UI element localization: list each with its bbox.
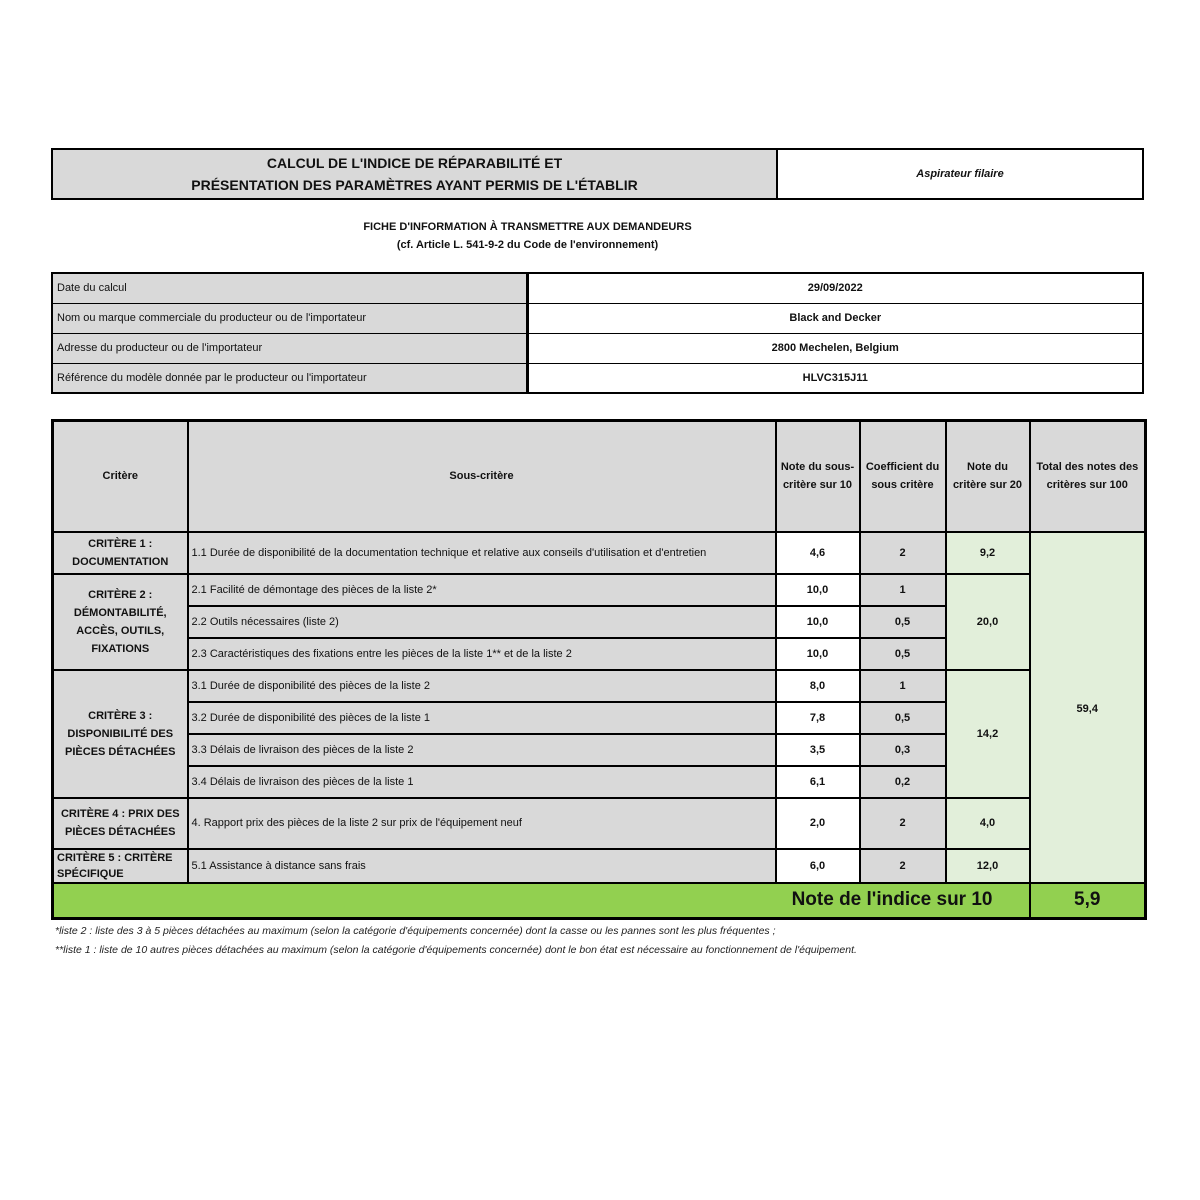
- info-label: Adresse du producteur ou de l'importateur: [52, 333, 527, 363]
- note-3-2: 7,8: [776, 702, 860, 734]
- coef-3-3: 0,3: [860, 734, 946, 766]
- criterion-1-label: CRITÈRE 1 : DOCUMENTATION: [53, 532, 188, 574]
- subcriterion-4: 4. Rapport prix des pièces de la liste 2 sur prix de l'équipement neuf: [188, 798, 776, 849]
- table-row: [53, 532, 1146, 574]
- criterion-3-score: 14,2: [946, 670, 1030, 798]
- subheading-line-2: (cf. Article L. 541-9-2 du Code de l'environnement): [396, 239, 659, 251]
- coef-2-1: 1: [860, 574, 946, 606]
- note-5-1: 6,0: [776, 849, 860, 883]
- title-line-1: CALCUL DE L'INDICE DE RÉPARABILITÉ ET: [266, 155, 563, 171]
- footnotes: [55, 922, 857, 960]
- coef-3-2: 0,5: [860, 702, 946, 734]
- criterion-2-label: CRITÈRE 2 : DÉMONTABILITÉ, ACCÈS, OUTILS, FIXATIONS: [53, 574, 188, 670]
- note-2-3: 10,0: [776, 638, 860, 670]
- final-score-label: Note de l'indice sur 10: [53, 883, 1030, 919]
- info-row-model: [52, 363, 1143, 393]
- final-score-row: [53, 883, 1146, 919]
- coef-3-1: 1: [860, 670, 946, 702]
- criterion-2-score: 20,0: [946, 574, 1030, 670]
- info-value-model: HLVC315J11: [527, 363, 1143, 393]
- info-label: Date du calcul: [52, 273, 527, 303]
- subheading-line-1: FICHE D'INFORMATION À TRANSMETTRE AUX DEMANDEURS: [363, 221, 692, 233]
- footnote-liste-1: **liste 1 : liste de 10 autres pièces détachées au maximum (selon la catégorie d'équipements concernée) dont le bon état est nécessaire au fonctionnement de l'équipement.: [55, 944, 857, 956]
- subcriterion-2-1: 2.1 Facilité de démontage des pièces de la liste 2*: [188, 574, 776, 606]
- subcriterion-3-4: 3.4 Délais de livraison des pièces de la liste 1: [188, 766, 776, 798]
- final-score-value: 5,9: [1030, 883, 1146, 919]
- table-header-row: [53, 421, 1146, 532]
- coef-3-4: 0,2: [860, 766, 946, 798]
- criterion-1-score: 9,2: [946, 532, 1030, 574]
- product-type: Aspirateur filaire: [778, 150, 1142, 198]
- header-note-critere: Note du critère sur 20: [946, 421, 1030, 532]
- subcriterion-1-1: 1.1 Durée de disponibilité de la documentation technique et relative aux conseils d'utilisation et d'entretien: [188, 532, 776, 574]
- total-score-100: 59,4: [1030, 532, 1146, 883]
- criterion-5-label: CRITÈRE 5 : CRITÈRE SPÉCIFIQUE: [53, 849, 188, 883]
- subheading: [51, 218, 1144, 254]
- info-table: [51, 272, 1144, 394]
- note-3-1: 8,0: [776, 670, 860, 702]
- header-note-sous-critere: Note du sous-critère sur 10: [776, 421, 860, 532]
- info-value-address: 2800 Mechelen, Belgium: [527, 333, 1143, 363]
- criterion-3-label: CRITÈRE 3 : DISPONIBILITÉ DES PIÈCES DÉTACHÉES: [53, 670, 188, 798]
- criterion-4-label: CRITÈRE 4 : PRIX DES PIÈCES DÉTACHÉES: [53, 798, 188, 849]
- header-critere: Critère: [53, 421, 188, 532]
- coef-4: 2: [860, 798, 946, 849]
- subcriterion-3-1: 3.1 Durée de disponibilité des pièces de la liste 2: [188, 670, 776, 702]
- note-4: 2,0: [776, 798, 860, 849]
- note-2-1: 10,0: [776, 574, 860, 606]
- document-title: [53, 150, 778, 198]
- note-3-3: 3,5: [776, 734, 860, 766]
- coef-2-3: 0,5: [860, 638, 946, 670]
- info-value-date: 29/09/2022: [527, 273, 1143, 303]
- criterion-5-score: 12,0: [946, 849, 1030, 883]
- info-label: Nom ou marque commerciale du producteur ou de l'importateur: [52, 303, 527, 333]
- header-total: Total des notes des critères sur 100: [1030, 421, 1146, 532]
- scoring-table: [51, 419, 1147, 920]
- title-line-2: PRÉSENTATION DES PARAMÈTRES AYANT PERMIS DE L'ÉTABLIR: [191, 177, 638, 193]
- table-row: [53, 574, 1146, 606]
- table-row: [53, 798, 1146, 849]
- info-row-brand: [52, 303, 1143, 333]
- coef-5-1: 2: [860, 849, 946, 883]
- subcriterion-2-2: 2.2 Outils nécessaires (liste 2): [188, 606, 776, 638]
- header-sous-critere: Sous-critère: [188, 421, 776, 532]
- info-row-date: [52, 273, 1143, 303]
- table-row: [53, 849, 1146, 883]
- table-row: [53, 670, 1146, 702]
- subcriterion-5-1: 5.1 Assistance à distance sans frais: [188, 849, 776, 883]
- coef-2-2: 0,5: [860, 606, 946, 638]
- footnote-liste-2: *liste 2 : liste des 3 à 5 pièces détachées au maximum (selon la catégorie d'équipements concernée) dont la casse ou les pannes sont les plus fréquentes ;: [55, 925, 776, 937]
- title-block: [51, 148, 1144, 200]
- info-value-brand: Black and Decker: [527, 303, 1143, 333]
- info-row-address: [52, 333, 1143, 363]
- info-label: Référence du modèle donnée par le producteur ou l'importateur: [52, 363, 527, 393]
- header-coefficient: Coefficient du sous critère: [860, 421, 946, 532]
- subcriterion-3-2: 3.2 Durée de disponibilité des pièces de la liste 1: [188, 702, 776, 734]
- subcriterion-2-3: 2.3 Caractéristiques des fixations entre les pièces de la liste 1** et de la liste 2: [188, 638, 776, 670]
- subcriterion-3-3: 3.3 Délais de livraison des pièces de la liste 2: [188, 734, 776, 766]
- note-3-4: 6,1: [776, 766, 860, 798]
- note-2-2: 10,0: [776, 606, 860, 638]
- note-1-1: 4,6: [776, 532, 860, 574]
- coef-1-1: 2: [860, 532, 946, 574]
- criterion-4-score: 4,0: [946, 798, 1030, 849]
